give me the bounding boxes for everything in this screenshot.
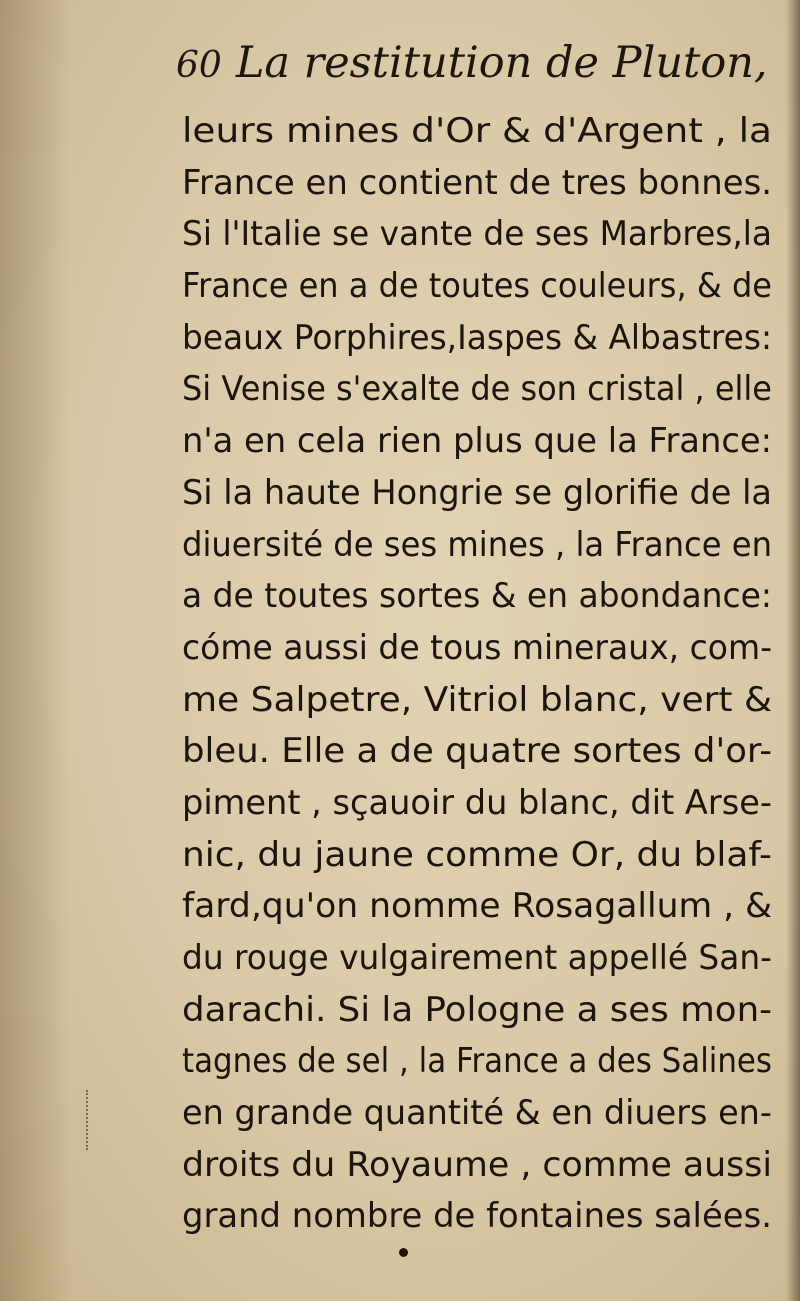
text-line: diuersité de ses mines , la France en <box>182 524 772 565</box>
text-line: Si l'Italie se vante de ses Marbres,la <box>182 214 773 255</box>
text-line: beaux Porphires,Iaspes & Albastres: <box>182 317 773 358</box>
text-line: tagnes de sel , la France a des Salines <box>182 1041 773 1082</box>
text-line: France en contient de tres bonnes. <box>182 162 773 203</box>
text-line: fard,qu'on nomme Rosagallum , & <box>182 886 773 927</box>
running-title: La restitution de Pluton, <box>235 38 768 88</box>
binding-shadow <box>0 0 70 1301</box>
text-line: grand nombre de fontaines salées. <box>182 1196 772 1237</box>
bottom-ornament <box>399 1248 408 1257</box>
text-line: du rouge vulgairement appellé San- <box>182 938 772 978</box>
text-line: en grande quantité & en diuers en- <box>182 1093 772 1134</box>
margin-mark <box>86 1090 90 1150</box>
text-line: me Salpetre, Vitriol blanc, vert & <box>182 679 773 720</box>
text-line: piment , sçauoir du blanc, dit Arse- <box>182 782 773 823</box>
body-text <box>182 106 782 1243</box>
text-line: Si la haute Hongrie se glorifie de la <box>182 472 772 513</box>
text-line: n'a en cela rien plus que la France: <box>182 421 773 462</box>
text-line: darachi. Si la Pologne a ses mon- <box>182 989 773 1030</box>
text-line: leurs mines d'Or & d'Argent , la <box>182 111 772 151</box>
text-line: Si Venise s'exalte de son cristal , elle <box>182 369 772 410</box>
text-line: a de toutes sortes & en abondance: <box>182 576 772 617</box>
page-number: 60 <box>176 45 222 86</box>
text-line: droits du Royaume , comme aussi <box>182 1144 773 1185</box>
running-head <box>176 38 776 100</box>
page-edge <box>786 0 800 1301</box>
text-line: France en a de toutes couleurs, & de <box>182 266 772 307</box>
text-line: bleu. Elle a de quatre sortes d'or- <box>182 731 773 772</box>
text-line: cóme aussi de tous mineraux, com- <box>182 627 773 668</box>
text-line: nic, du jaune comme Or, du blaf- <box>182 834 773 875</box>
